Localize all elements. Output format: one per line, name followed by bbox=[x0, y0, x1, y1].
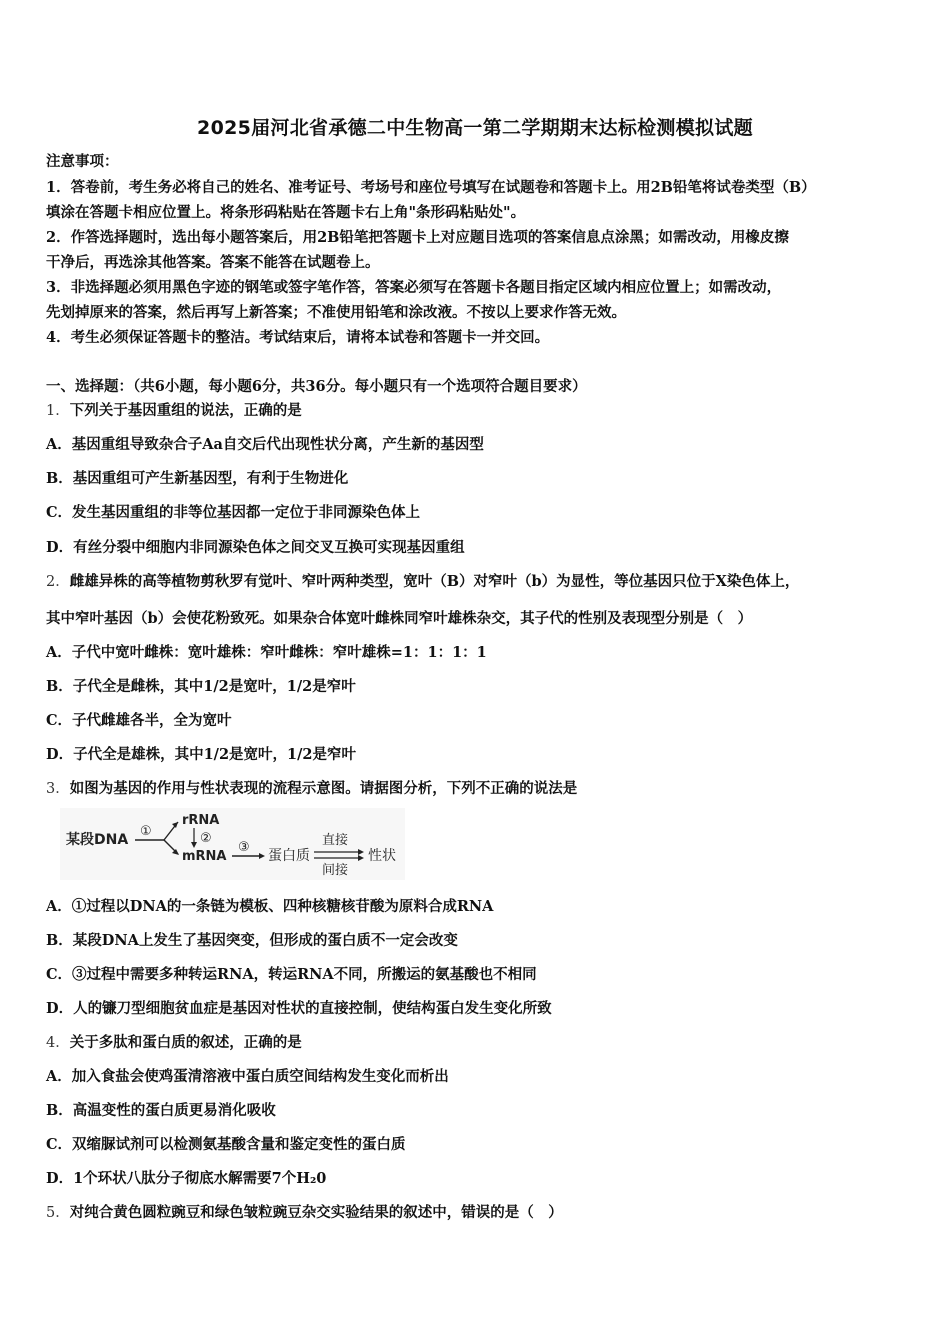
diagram-step-2: ② bbox=[200, 831, 212, 846]
option-d: D．有丝分裂中细胞内非同源染色体之间交叉互换可实现基因重组 bbox=[46, 539, 465, 556]
question-stem bbox=[46, 572, 910, 592]
diagram-direct-label: 直接 bbox=[322, 833, 349, 848]
notice-line: 先划掉原来的答案，然后再写上新答案；不准使用铅笔和涂改液。不按以上要求作答无效。 bbox=[46, 304, 626, 321]
question-text: 关于多肽和蛋白质的叙述，正确的是 bbox=[69, 1034, 302, 1051]
diagram-mrna-label: mRNA bbox=[182, 849, 227, 864]
diagram-indirect-label: 间接 bbox=[322, 863, 349, 878]
option-a: A．基因重组导致杂合子Aa自交后代出现性状分离，产生新的基因型 bbox=[46, 436, 484, 453]
diagram-step-3: ③ bbox=[238, 840, 250, 855]
option-c: C．③过程中需要多种转运RNA，转运RNA不同，所搬运的氨基酸也不相同 bbox=[46, 966, 537, 983]
diagram-trait-label: 性状 bbox=[368, 848, 396, 864]
gene-expression-diagram bbox=[60, 808, 405, 880]
question-number: 3． bbox=[46, 781, 70, 797]
option-d: D．子代全是雄株，其中1/2是宽叶，1/2是窄叶 bbox=[46, 746, 357, 763]
option-c: C．子代雌雄各半，全为宽叶 bbox=[46, 712, 232, 729]
option-a: A．加入食盐会使鸡蛋清溶液中蛋白质空间结构发生变化而析出 bbox=[46, 1068, 449, 1085]
question-number: 4． bbox=[46, 1035, 70, 1051]
question-stem bbox=[46, 1033, 910, 1053]
option-c: C．双缩脲试剂可以检测氨基酸含量和鉴定变性的蛋白质 bbox=[46, 1136, 406, 1153]
section-heading: 一、选择题：（共6小题，每小题6分，共36分。每小题只有一个选项符合题目要求） bbox=[46, 378, 587, 395]
option-b: B．子代全是雌株，其中1/2是宽叶，1/2是窄叶 bbox=[46, 678, 356, 695]
notice-heading: 注意事项： bbox=[46, 153, 119, 170]
question-text: 如图为基因的作用与性状表现的流程示意图。请据图分析，下列不正确的说法是 bbox=[69, 780, 578, 797]
diagram-rrna-label: rRNA bbox=[182, 813, 220, 828]
question-number: 1． bbox=[46, 403, 70, 419]
question-text: 下列关于基因重组的说法，正确的是 bbox=[69, 402, 302, 419]
notice-line: 1．答卷前，考生务必将自己的姓名、准考证号、考场号和座位号填写在试题卷和答题卡上。用2B铅笔将试卷类型（B） bbox=[46, 179, 816, 196]
question-text: 对纯合黄色圆粒豌豆和绿色皱粒豌豆杂交实验结果的叙述中，错误的是（ ） bbox=[69, 1204, 563, 1221]
question-stem bbox=[46, 1203, 910, 1223]
option-a: A．子代中宽叶雌株：宽叶雄株：窄叶雌株：窄叶雄株=1：1：1：1 bbox=[46, 644, 487, 661]
diagram-protein-label: 蛋白质 bbox=[268, 848, 310, 864]
question-number: 5． bbox=[46, 1205, 70, 1221]
question-stem bbox=[46, 401, 910, 421]
diagram-step-1: ① bbox=[140, 824, 152, 839]
notice-line: 4．考生必须保证答题卡的整洁。考试结束后，请将本试卷和答题卡一并交回。 bbox=[46, 329, 550, 346]
option-b: B．某段DNA上发生了基因突变，但形成的蛋白质不一定会改变 bbox=[46, 932, 458, 949]
option-a: A．①过程以DNA的一条链为模板、四种核糖核苷酸为原料合成RNA bbox=[46, 898, 494, 915]
notice-line: 填涂在答题卡相应位置上。将条形码粘贴在答题卡右上角"条形码粘贴处"。 bbox=[46, 204, 526, 221]
option-d: D．1个环状八肽分子彻底水解需要7个H₂0 bbox=[46, 1170, 327, 1187]
option-c: C．发生基因重组的非等位基因都一定位于非同源染色体上 bbox=[46, 504, 421, 521]
page-title: 2025届河北省承德二中生物高一第二学期期末达标检测模拟试题 bbox=[197, 117, 753, 139]
notice-line: 3．非选择题必须用黑色字迹的钢笔或签字笔作答，答案必须写在答题卡各题目指定区域内相应位置上；如需改动， bbox=[46, 279, 782, 296]
option-b: B．高温变性的蛋白质更易消化吸收 bbox=[46, 1102, 276, 1119]
option-b: B．基因重组可产生新基因型，有利于生物进化 bbox=[46, 470, 349, 487]
notice-line: 干净后，再选涂其他答案。答案不能答在试题卷上。 bbox=[46, 254, 380, 271]
question-stem bbox=[46, 779, 910, 799]
question-number: 2． bbox=[46, 574, 70, 590]
diagram-dna-label: 某段DNA bbox=[66, 832, 129, 848]
question-text-cont: 其中窄叶基因（b）会使花粉致死。如果杂合体宽叶雌株同窄叶雄株杂交，其子代的性别及表现型分别是（ ） bbox=[46, 610, 753, 627]
option-d: D．人的镰刀型细胞贫血症是基因对性状的直接控制，使结构蛋白发生变化所致 bbox=[46, 1000, 552, 1017]
notice-line: 2．作答选择题时，选出每小题答案后，用2B铅笔把答题卡上对应题目选项的答案信息点涂黑；如需改动，用橡皮擦 bbox=[46, 229, 789, 246]
question-text: 雌雄异株的高等植物剪秋罗有觉叶、窄叶两种类型，宽叶（B）对窄叶（b）为显性，等位基因只位于X染色体上， bbox=[69, 573, 800, 590]
